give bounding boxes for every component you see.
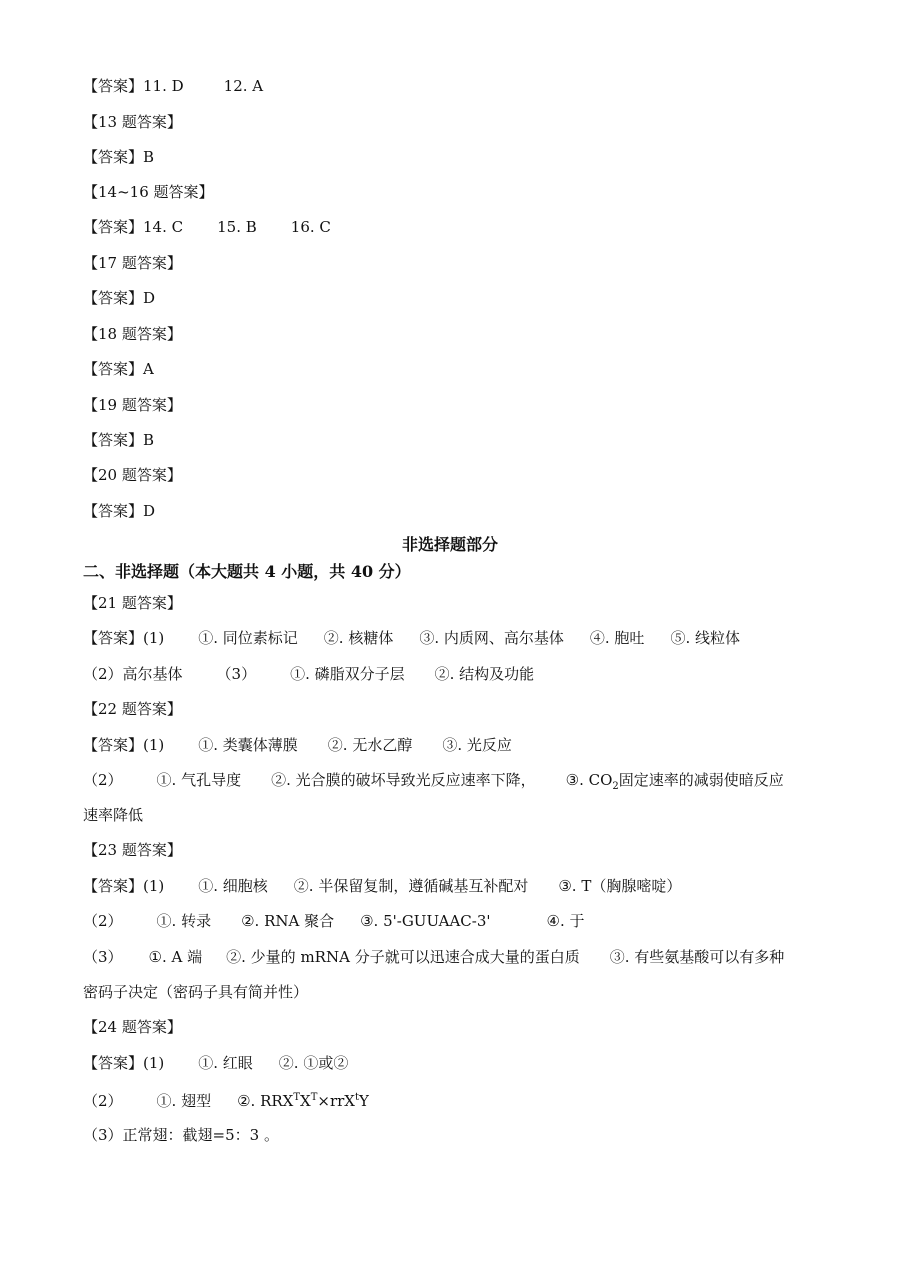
answer-22-line1 bbox=[83, 735, 512, 755]
answer-tag: 【答案】(1) bbox=[83, 736, 165, 754]
question-24-header: 【24 题答案】 bbox=[83, 1018, 182, 1036]
question-19-header: 【19 题答案】 bbox=[83, 396, 182, 414]
answer-tag: 【答案】(1) bbox=[83, 629, 165, 647]
answer-23-3-3: ③. 有些氨基酸可以有多种 bbox=[609, 948, 785, 966]
answer-23-1-1: ①. 细胞核 bbox=[198, 877, 268, 895]
answer-21-3-num: （3） bbox=[216, 665, 257, 683]
answer-24-line2 bbox=[83, 1088, 369, 1111]
answer-21-line2 bbox=[83, 664, 534, 684]
answer-tag: 【答案】 bbox=[83, 218, 144, 236]
answer-22-1-2: ②. 无水乙醇 bbox=[327, 736, 413, 754]
answer-23-2-3: ③. 5'-GUUAAC-3' bbox=[360, 912, 491, 930]
answer-15: 15. B bbox=[217, 218, 257, 236]
answer-23-1-3: ③. T（胸腺嘧啶） bbox=[558, 877, 682, 895]
answer-22-line3: 速率降低 bbox=[83, 806, 144, 824]
question-17-header: 【17 题答案】 bbox=[83, 254, 182, 272]
answer-22-2-1: ①. 气孔导度 bbox=[156, 771, 242, 789]
answer-19: 【答案】B bbox=[83, 431, 155, 449]
answer-21-1-5: ⑤. 线粒体 bbox=[670, 629, 740, 647]
question-14-16-header: 【14~16 题答案】 bbox=[83, 183, 214, 201]
answer-22-1-3: ③. 光反应 bbox=[442, 736, 512, 754]
answer-21-1-1: ①. 同位素标记 bbox=[198, 629, 298, 647]
answer-23-2-2: ②. RNA 聚合 bbox=[241, 912, 335, 930]
answer-23-3-2: ②. 少量的 mRNA 分子就可以迅速合成大量的蛋白质 bbox=[226, 948, 580, 966]
answer-23-1-2: ②. 半保留复制，遵循碱基互补配对 bbox=[293, 877, 529, 895]
section-title: 非选择题部分 bbox=[401, 535, 498, 554]
answer-24-line1 bbox=[83, 1053, 348, 1073]
answer-24-1-2: ②. ①或② bbox=[278, 1054, 349, 1072]
answer-23-2-4: ④. 于 bbox=[546, 912, 585, 930]
answer-23-line3 bbox=[83, 947, 784, 967]
answer-22-1-1: ①. 类囊体薄膜 bbox=[198, 736, 298, 754]
answer-16: 16. C bbox=[290, 218, 331, 236]
answer-line-11-12 bbox=[83, 76, 263, 96]
question-18-header: 【18 题答案】 bbox=[83, 325, 182, 343]
answer-23-line2 bbox=[83, 911, 585, 931]
answer-22-2-num: （2） bbox=[83, 771, 123, 789]
answer-tag: 【答案】 bbox=[83, 77, 144, 95]
answer-24-2-2: ②. $RRX^TX^T\times rrX^tY$ bbox=[237, 1092, 369, 1110]
question-23-header: 【23 题答案】 bbox=[83, 841, 182, 859]
answer-24-2-num: （2） bbox=[83, 1092, 123, 1110]
answer-23-3-1: ①. A 端 bbox=[148, 948, 203, 966]
answer-tag: 【答案】(1) bbox=[83, 877, 165, 895]
answer-24-line3: （3）正常翅：截翅=5：3 。 bbox=[83, 1126, 279, 1144]
answer-23-line4: 密码子决定（密码子具有简并性） bbox=[83, 983, 309, 1001]
answer-24-2-1: ①. 翅型 bbox=[156, 1092, 212, 1110]
answer-17: 【答案】D bbox=[83, 289, 156, 307]
question-21-header: 【21 题答案】 bbox=[83, 594, 182, 612]
answer-tag: 【答案】(1) bbox=[83, 1054, 165, 1072]
answer-23-2-1: ①. 转录 bbox=[156, 912, 212, 930]
answer-21-2: （2）高尔基体 bbox=[83, 665, 183, 683]
question-22-header: 【22 题答案】 bbox=[83, 700, 182, 718]
answer-21-1-2: ②. 核糖体 bbox=[323, 629, 394, 647]
answer-14: 14. C bbox=[143, 218, 184, 236]
answer-12: 12. A bbox=[223, 77, 264, 95]
question-20-header: 【20 题答案】 bbox=[83, 466, 182, 484]
answer-line-14-16 bbox=[83, 217, 331, 237]
answer-21-3-2: ②. 结构及功能 bbox=[434, 665, 535, 683]
answer-22-2-2: ②. 光合膜的破坏导致光反应速率下降， bbox=[271, 771, 536, 789]
answer-23-3-num: （3） bbox=[83, 948, 123, 966]
answer-21-1-3: ③. 内质网、高尔基体 bbox=[419, 629, 564, 647]
answer-13: 【答案】B bbox=[83, 148, 155, 166]
answer-21-3-1: ①. 磷脂双分子层 bbox=[290, 665, 405, 683]
question-13-header: 【13 题答案】 bbox=[83, 113, 182, 131]
answer-21-line1 bbox=[83, 628, 740, 648]
answer-24-1-1: ①. 红眼 bbox=[198, 1054, 253, 1072]
answer-11: 11. D bbox=[143, 77, 184, 95]
answer-18: 【答案】A bbox=[83, 360, 154, 378]
section-heading: 二、非选择题（本大题共 4 小题，共 40 分） bbox=[83, 562, 411, 581]
answer-21-1-4: ④. 胞吐 bbox=[589, 629, 645, 647]
answer-20: 【答案】D bbox=[83, 502, 156, 520]
answer-23-line1 bbox=[83, 876, 681, 896]
answer-22-2-3: ③. $CO_2$固定速率的减弱使暗反应 bbox=[565, 771, 784, 792]
answer-23-2-num: （2） bbox=[83, 912, 123, 930]
answer-22-line2 bbox=[83, 770, 784, 797]
